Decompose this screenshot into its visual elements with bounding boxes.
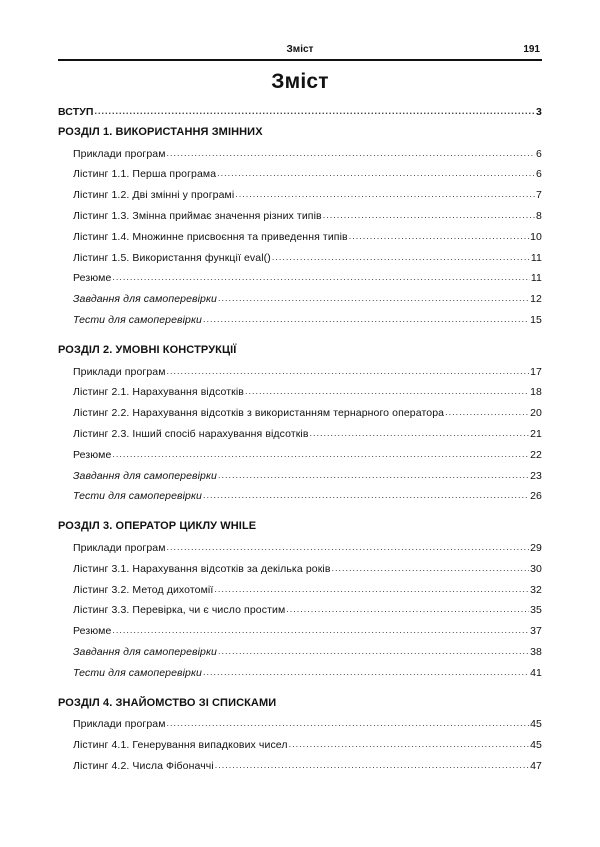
section-spacer: [58, 334, 542, 344]
toc-entry-label: Лістинг 1.2. Дві змінні у програмі: [73, 189, 235, 202]
dot-leader: [217, 167, 535, 177]
toc-entry-label: Лістинг 3.1. Нарахування відсотків за декілька років: [73, 562, 331, 575]
toc-entry-page: 21: [530, 427, 542, 440]
dot-leader: [445, 406, 529, 416]
toc-entry-intro[interactable]: [58, 105, 542, 126]
dot-leader: [323, 209, 535, 219]
toc-entry-label: Лістинг 2.3. Інший спосіб нарахування відсотків: [73, 427, 309, 440]
dot-leader: [167, 365, 530, 375]
toc-entry-label: Лістинг 1.3. Змінна приймає значення різних типів: [73, 209, 322, 222]
dot-leader: [286, 603, 529, 613]
toc-entry[interactable]: [58, 717, 542, 738]
page-title: Зміст: [271, 70, 329, 93]
toc-entry[interactable]: [58, 448, 542, 469]
toc-entry-label: Приклади програм: [73, 147, 166, 160]
toc-entry[interactable]: [58, 147, 542, 168]
toc-entry[interactable]: [58, 562, 542, 583]
header-rule: [58, 59, 542, 61]
dot-leader: [289, 738, 529, 748]
toc-entry-page: 23: [530, 469, 542, 482]
dot-leader: [167, 541, 530, 551]
toc-entry-label: Лістинг 4.2. Числа Фібоначчі: [73, 759, 214, 772]
dot-leader: [215, 759, 529, 769]
section-spacer: [58, 510, 542, 520]
toc-entry[interactable]: [58, 188, 542, 209]
toc-entry-page: 22: [530, 448, 542, 461]
toc-entry[interactable]: [58, 624, 542, 645]
toc-entry[interactable]: [58, 541, 542, 562]
toc-entry-page: 32: [530, 583, 542, 596]
toc-entry-page: 41: [530, 666, 542, 679]
section-title: РОЗДІЛ 4. ЗНАЙОМСТВО ЗІ СПИСКАМИ: [58, 696, 277, 709]
toc-entry[interactable]: [58, 167, 542, 188]
dot-leader: [167, 717, 530, 727]
toc-entry[interactable]: [58, 738, 542, 759]
dot-leader: [203, 666, 529, 676]
toc-entry-page: 8: [536, 209, 542, 222]
toc-entry[interactable]: [58, 209, 542, 230]
dot-leader: [214, 583, 529, 593]
toc-entry[interactable]: [58, 365, 542, 386]
toc-entry[interactable]: [58, 583, 542, 604]
toc-entry[interactable]: [58, 251, 542, 272]
toc-entry-page: 38: [530, 645, 542, 658]
toc-entry-label: Тести для самоперевірки: [73, 666, 202, 679]
dot-leader: [235, 188, 535, 198]
toc-entry-label: Резюме: [73, 625, 112, 638]
toc-entry-page: 26: [530, 490, 542, 503]
toc-entry-page: 20: [530, 407, 542, 420]
dot-leader: [272, 251, 530, 261]
toc-entry-page: 6: [536, 168, 542, 181]
toc-entry-page: 11: [530, 251, 542, 264]
dot-leader: [203, 313, 529, 323]
toc-entry-page: 7: [536, 189, 542, 202]
toc-entry-label: ВСТУП: [58, 106, 94, 118]
toc-entry-page: 45: [530, 718, 542, 731]
toc-entry-label: Приклади програм: [73, 718, 166, 731]
toc-entry-label: Резюме: [73, 272, 112, 285]
dot-leader: [112, 271, 530, 281]
section-title: РОЗДІЛ 2. УМОВНІ КОНСТРУКЦІЇ: [58, 343, 237, 356]
toc-entry-page: 15: [530, 313, 542, 326]
toc-section-heading[interactable]: [58, 520, 542, 541]
toc-entry[interactable]: [58, 313, 542, 334]
toc-section-heading[interactable]: [58, 344, 542, 365]
page-number: 191: [523, 44, 540, 55]
table-of-contents: [58, 105, 542, 780]
dot-leader: [112, 624, 529, 634]
section-title: РОЗДІЛ 3. ОПЕРАТОР ЦИКЛУ WHILE: [58, 520, 257, 533]
dot-leader: [218, 469, 529, 479]
toc-entry-label: Завдання для самоперевірки: [73, 293, 217, 306]
toc-entry-label: Лістинг 3.3. Перевірка, чи є число простим: [73, 604, 286, 617]
dot-leader: [310, 427, 530, 437]
toc-entry-label: Лістинг 2.2. Нарахування відсотків з використанням тернарного оператора: [73, 407, 445, 420]
toc-section-heading[interactable]: [58, 697, 542, 718]
dot-leader: [203, 489, 529, 499]
toc-entry[interactable]: [58, 469, 542, 490]
toc-entry[interactable]: [58, 666, 542, 687]
toc-entry-label: Завдання для самоперевірки: [73, 469, 217, 482]
toc-entry-page: 30: [530, 562, 542, 575]
dot-leader: [95, 105, 536, 115]
toc-entry-page: 6: [536, 147, 542, 160]
toc-section-heading[interactable]: [58, 126, 542, 147]
running-header-title: Зміст: [286, 44, 314, 55]
toc-entry-label: Завдання для самоперевірки: [73, 645, 217, 658]
dot-leader: [245, 385, 529, 395]
toc-entry-page: 47: [530, 759, 542, 772]
toc-entry-page: 29: [530, 541, 542, 554]
running-header: [58, 40, 542, 60]
toc-entry-label: Тести для самоперевірки: [73, 313, 202, 326]
dot-leader: [167, 147, 536, 157]
toc-entry-page: 3: [536, 106, 542, 118]
toc-entry-label: Лістинг 3.2. Метод дихотомії: [73, 583, 214, 596]
toc-entry-label: Приклади програм: [73, 541, 166, 554]
toc-entry-page: 45: [530, 739, 542, 752]
toc-entry-page: 37: [530, 625, 542, 638]
toc-entry-page: 10: [530, 230, 542, 243]
dot-leader: [112, 448, 529, 458]
toc-entry-page: 18: [530, 386, 542, 399]
dot-leader: [349, 230, 529, 240]
toc-entry[interactable]: [58, 385, 542, 406]
toc-entry[interactable]: [58, 489, 542, 510]
toc-entry-page: 17: [530, 365, 542, 378]
toc-entry-page: 11: [530, 272, 542, 285]
toc-entry-label: Лістинг 1.5. Використання функції eval(): [73, 251, 271, 264]
dot-leader: [332, 562, 530, 572]
dot-leader: [218, 645, 529, 655]
toc-entry-label: Лістинг 2.1. Нарахування відсотків: [73, 386, 244, 399]
toc-entry-page: 12: [530, 293, 542, 306]
dot-leader: [218, 292, 529, 302]
toc-entry[interactable]: [58, 292, 542, 313]
toc-entry-label: Тести для самоперевірки: [73, 490, 202, 503]
toc-entry-label: Лістинг 4.1. Генерування випадкових чисел: [73, 739, 288, 752]
toc-entry[interactable]: [58, 271, 542, 292]
toc-entry-page: 35: [530, 604, 542, 617]
toc-entry[interactable]: [58, 645, 542, 666]
toc-entry[interactable]: [58, 759, 542, 780]
toc-entry[interactable]: [58, 230, 542, 251]
toc-entry-label: Лістинг 1.4. Множинне присвоєння та приведення типів: [73, 230, 348, 243]
section-title: РОЗДІЛ 1. ВИКОРИСТАННЯ ЗМІННИХ: [58, 125, 263, 138]
toc-entry[interactable]: [58, 603, 542, 624]
toc-entry[interactable]: [58, 406, 542, 427]
toc-entry-label: Приклади програм: [73, 365, 166, 378]
toc-entry[interactable]: [58, 427, 542, 448]
section-spacer: [58, 687, 542, 697]
toc-entry-label: Резюме: [73, 448, 112, 461]
toc-entry-label: Лістинг 1.1. Перша програма: [73, 168, 217, 181]
